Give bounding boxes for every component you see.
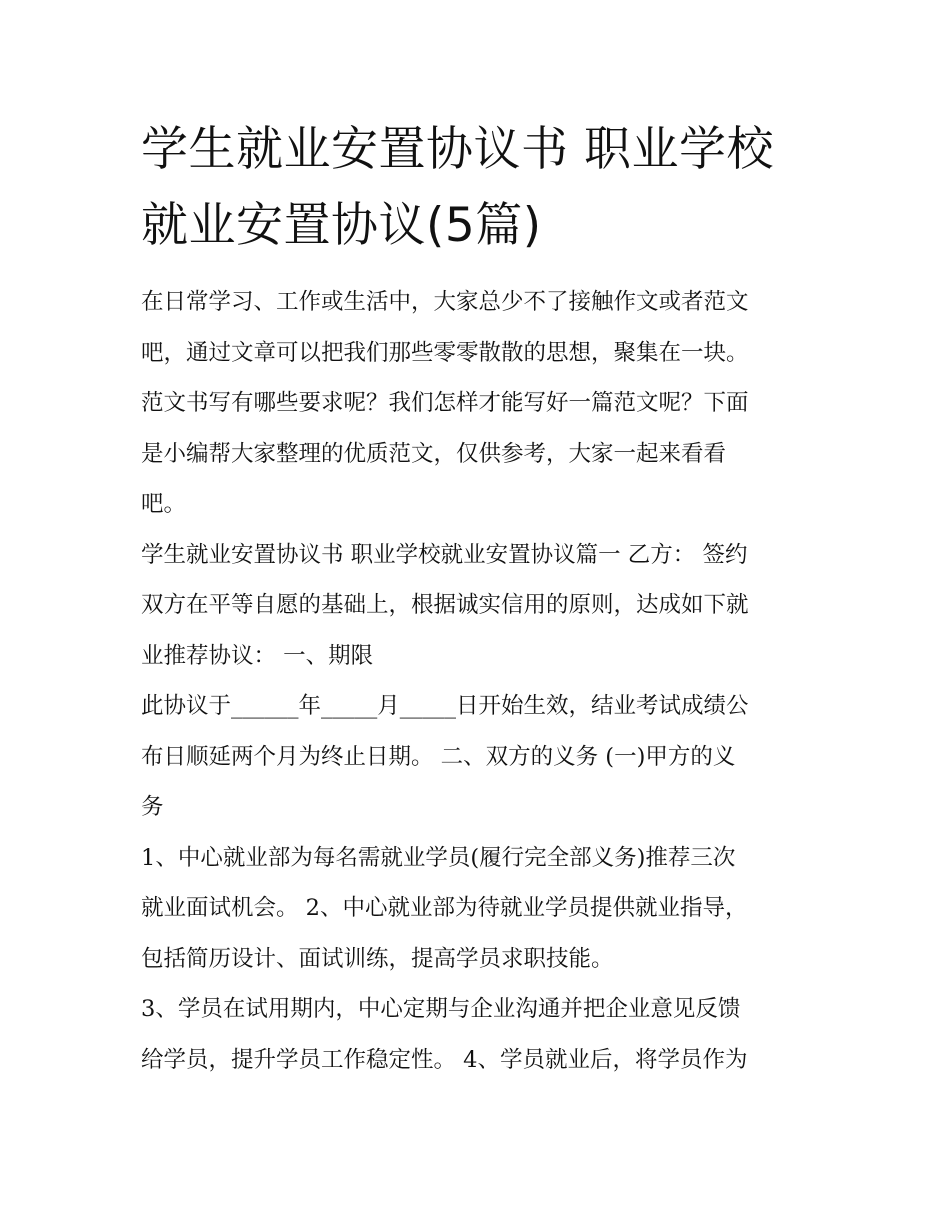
text-line: 双方在平等自愿的基础上，根据诚实信用的原则，达成如下就 [141,592,749,618]
term-paragraph [141,681,821,833]
text-line: 务 [141,794,164,820]
text-line: 在日常学习、工作或生活中，大家总少不了接触作文或者范文 [141,289,749,315]
text-line: 此协议于______年_____月_____日开始生效，结业考试成绩公 [141,693,749,719]
text-line: 1、中心就业部为每名需就业学员(履行完全部义务)推荐三次 [141,844,736,871]
obligations-paragraph-2 [141,984,821,1085]
document-body [141,277,821,1085]
text-line: 范文书写有哪些要求呢？我们怎样才能写好一篇范文呢？下面 [141,390,749,416]
text-line: 布日顺延两个月为终止日期。 二、双方的义务 (一)甲方的义 [141,743,736,770]
obligations-paragraph-1 [141,833,821,985]
text-line: 吧，通过文章可以把我们那些零零散散的思想，聚集在一块。 [141,339,749,366]
text-line: 给学员，提升学员工作稳定性。 4、学员就业后，将学员作为 [141,1046,748,1073]
text-line: 学生就业安置协议书 职业学校就业安置协议篇一 乙方： 签约 [141,541,748,568]
text-line: 包括简历设计、面试训练，提高学员求职技能。 [141,945,614,972]
agreement-heading-paragraph [141,530,821,682]
text-line: 3、学员在试用期内，中心定期与企业沟通并把企业意见反馈 [141,996,741,1022]
title-line: 学生就业安置协议书 职业学校 [141,122,774,177]
title-line: 就业安置协议(5篇) [141,198,542,253]
intro-paragraph [141,277,821,530]
text-line: 是小编帮大家整理的优质范文，仅供参考，大家一起来看看 [141,440,727,467]
document-title [141,112,841,264]
text-line: 业推荐协议： 一、期限 [141,642,374,669]
text-line: 就业面试机会。 2、中心就业部为待就业学员提供就业指导， [141,895,748,921]
text-line: 吧。 [141,491,187,517]
